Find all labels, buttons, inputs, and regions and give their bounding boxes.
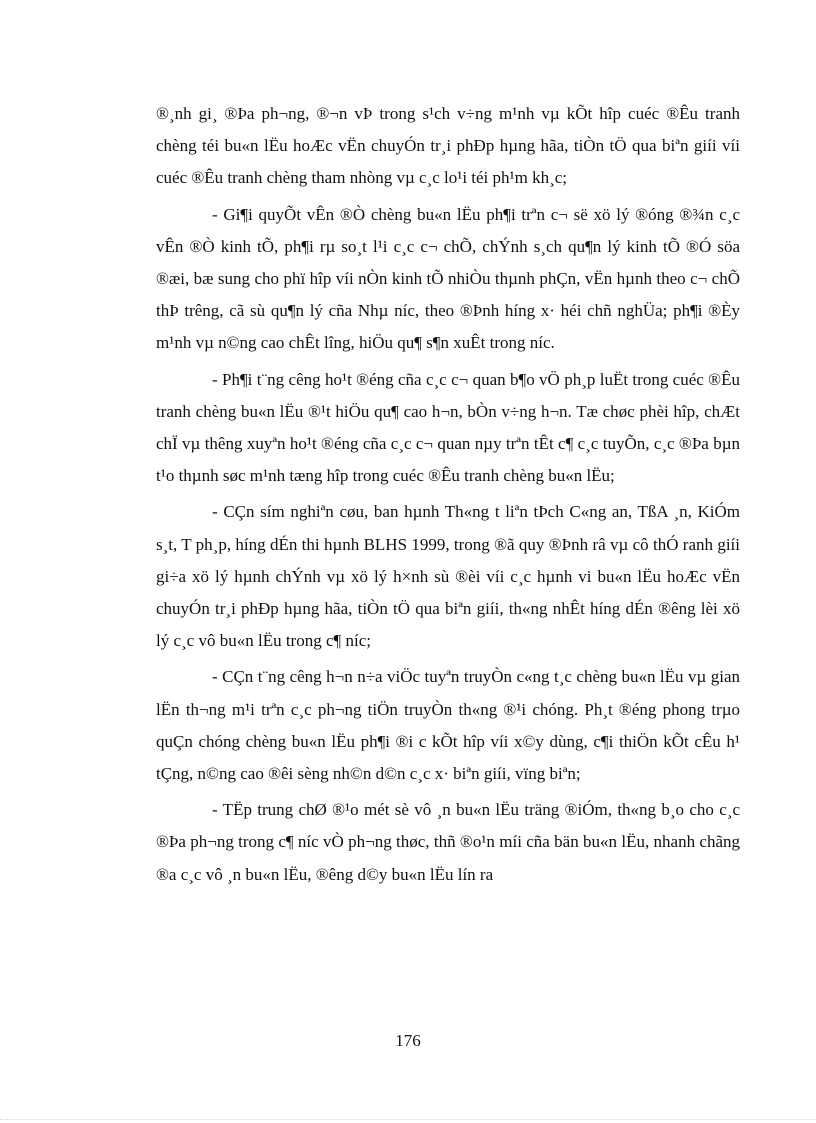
paragraph-6: - TËp trung chØ ®¹o mét sè vô ¸n bu«n lËu träng ®iÓm, th«ng b¸o cho c¸c ®Þa ph¬ng trong c¶ níc vÒ ph¬ng thøc, thñ ®o¹n míi cña bän bu«n lËu, nhanh chãng ®a c¸c vô ¸n bu«n lËu, ®êng d©y bu«n lËu lín ra (156, 800, 740, 884)
paragraph-4: - CÇn sím nghiªn cøu, ban hµnh Th«ng t liªn tÞch C«ng an, TßA ¸n, KiÓm s¸t, T ph¸p, híng dÉn thi hµnh BLHS 1999, trong ®ã quy ®Þnh râ vµ cô thÓ ranh giíi gi÷a xö lý hµnh chÝnh vµ xö lý h×nh sù ®èi víi c¸c hµnh vi bu«n lËu hoÆc vËn chuyÓn tr¸i phÐp hµng hãa, tiÒn tÖ qua biªn giíi, th«ng nhÊt híng dÉn ®êng lèi xö lý c¸c vô bu«n lËu trong c¶ níc; (156, 502, 740, 651)
paragraph-2: - Gi¶i quyÕt vÊn ®Ò chèng bu«n lËu ph¶i trªn c¬ së xö lý ®óng ®¾n c¸c vÊn ®Ò kinh tÕ, ph¶i rµ so¸t l¹i c¸c c¬ chÕ, chÝnh s¸ch qu¶n lý kinh tÕ ®Ó söa ®æi, bæ sung cho phï hîp víi nÒn kinh tÕ nhiÒu thµnh phÇn, vËn hµnh theo c¬ chÕ thÞ trêng, cã sù qu¶n lý cña Nhµ níc, theo ®Þnh híng x· héi chñ nghÜa; ph¶i ®Èy m¹nh vµ n©ng cao chÊt lîng, hiÖu qu¶ s¶n xuÊt trong níc. (156, 204, 740, 353)
paragraph-3: - Ph¶i t¨ng cêng ho¹t ®éng cña c¸c c¬ quan b¶o vÖ ph¸p luËt trong cuéc ®Êu tranh chèng bu«n lËu ®¹t hiÖu qu¶ cao h¬n, bÒn v÷ng h¬n. Tæ chøc phèi hîp, chÆt chÏ vµ thêng xuyªn ho¹t ®éng cña c¸c c¬ quan nµy trªn tÊt c¶ c¸c tuyÕn, c¸c ®Þa bµn t¹o thµnh søc m¹nh tæng hîp trong cuéc ®Êu tranh chèng bu«n lËu; (156, 369, 740, 486)
document-body (156, 98, 740, 891)
page-bottom-divider (0, 1119, 816, 1120)
paragraph-1: ®¸nh gi¸ ®Þa ph¬ng, ®¬n vÞ trong s¹ch v÷ng m¹nh vµ kÕt hîp cuéc ®Êu tranh chèng téi bu«n lËu hoÆc vËn chuyÓn tr¸i phÐp hµng hãa, tiÒn tÖ qua biªn giíi víi cuéc ®Êu tranh chèng tham nhòng vµ c¸c lo¹i téi ph¹m kh¸c; (156, 104, 740, 188)
paragraph-5: - CÇn t¨ng cêng h¬n n÷a viÖc tuyªn truyÒn c«ng t¸c chèng bu«n lËu vµ gian lËn th¬ng m¹i trªn c¸c ph¬ng tiÖn truyÒn th«ng ®¹i chóng. Ph¸t ®éng phong trµo quÇn chóng chèng bu«n lËu ph¶i ®i c kÕt hîp víi x©y dùng, c¶i thiÖn kÕt cÊu h¹ tÇng, n©ng cao ®êi sèng nh©n d©n c¸c x· biªn giíi, vïng biªn; (156, 667, 740, 784)
page-number: 176 (395, 1031, 421, 1050)
